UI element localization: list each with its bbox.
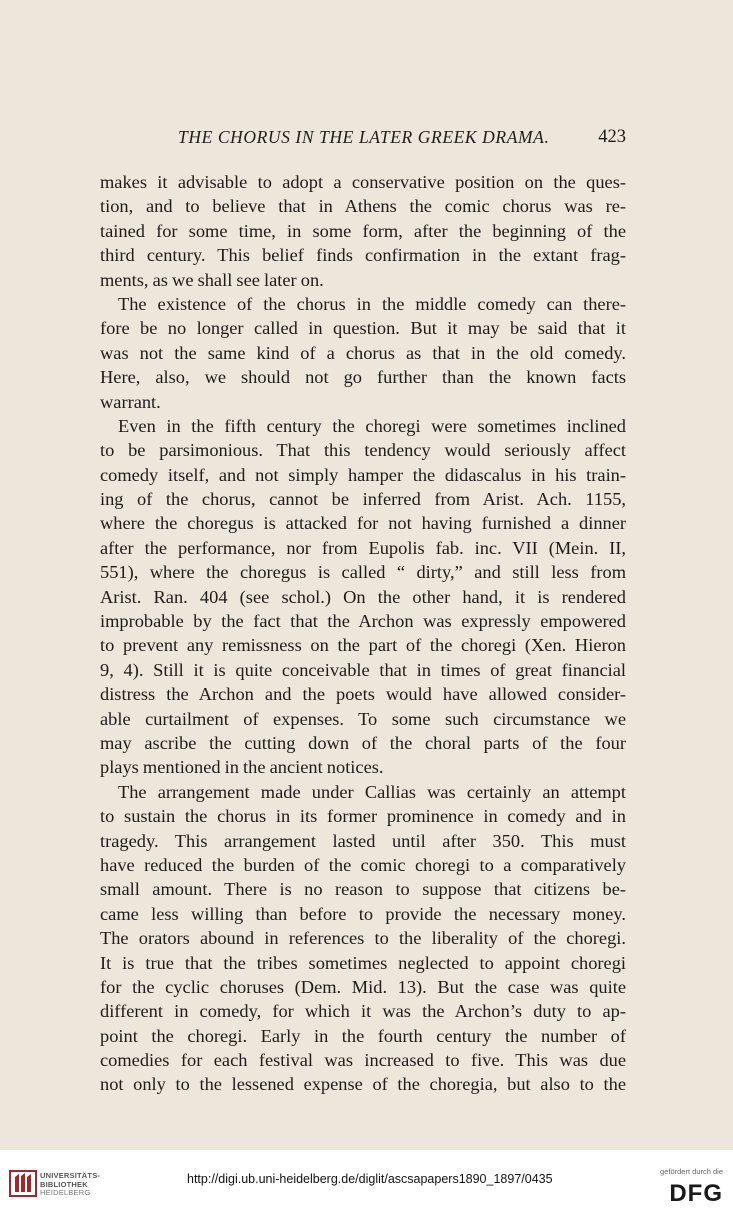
text-line: where the choregus is attacked for not having furnished a dinner [100, 513, 626, 534]
institution-line: UNIVERSITÄTS- [40, 1171, 101, 1180]
text-line: distress the Archon and the poets would have allowed consider- [100, 684, 626, 705]
text-line: third century. This belief finds confirmation in the extant frag- [100, 245, 626, 266]
text-line: to sustain the chorus in its former prominence in comedy and in [100, 806, 626, 827]
running-title: THE CHORUS IN THE LATER GREEK DRAMA. [178, 127, 550, 147]
text-line: tion, and to believe that in Athens the comic chorus was re- [100, 196, 626, 217]
text-line: 9, 4). Still it is quite conceivable that in times of great financial [100, 659, 626, 680]
text-line: The arrangement made under Callias was certainly an attempt [118, 781, 626, 802]
text-line: Arist. Ran. 404 (see schol.) On the other hand, it is rendered [100, 586, 626, 607]
text-line: The orators abound in references to the liberality of the choregi. [100, 928, 626, 949]
text-line: warrant. [100, 391, 161, 412]
dfg-logo: DFG [669, 1180, 723, 1207]
funding-label: gefördert durch die [660, 1167, 723, 1176]
institution-name [40, 1172, 100, 1198]
text-line: after the performance, nor from Eupolis fab. inc. VII (Mein. II, [100, 537, 626, 558]
footer-bar [0, 1150, 733, 1214]
text-line: ing of the chorus, cannot be inferred from Arist. Ach. 1155, [100, 489, 626, 510]
running-head [100, 127, 626, 151]
institution-line: HEIDELBERG [40, 1188, 91, 1197]
text-line: Here, also, we should not go further than the known facts [100, 367, 626, 388]
text-line: It is true that the tribes sometimes neglected to appoint choregi [100, 952, 626, 973]
text-line: have reduced the burden of the comic choregi to a comparatively [100, 854, 626, 875]
text-line: tained for some time, in some form, after the beginning of the [100, 220, 626, 241]
text-line: may ascribe the cutting down of the choral parts of the four [100, 732, 626, 753]
text-line: comedies for each festival was increased to five. This was due [100, 1050, 626, 1071]
text-line: was not the same kind of a chorus as that in the old comedy. [100, 342, 626, 363]
text-line: comedy itself, and not simply hamper the didascalus in his train- [100, 464, 626, 485]
text-line: Even in the fifth century the choregi were sometimes inclined [118, 415, 626, 436]
text-line: to prevent any remissness on the part of the choregi (Xen. Hieron [100, 635, 626, 656]
text-line: small amount. There is no reason to suppose that citizens be- [100, 879, 626, 900]
text-line: plays mentioned in the ancient notices. [100, 757, 384, 778]
page-number: 423 [598, 127, 626, 147]
text-line: ments, as we shall see later on. [100, 269, 324, 290]
text-line: for the cyclic choruses (Dem. Mid. 13). But the case was quite [100, 976, 626, 997]
text-line: not only to the lessened expense of the choregia, but also to the [100, 1074, 626, 1095]
text-line: The existence of the chorus in the middle comedy can there- [118, 293, 626, 314]
text-line: point the choregi. Early in the fourth century the number of [100, 1025, 626, 1046]
text-line: able curtailment of expenses. To some such circumstance we [100, 708, 626, 729]
text-line: different in comedy, for which it was the Archon’s duty to ap- [100, 1001, 626, 1022]
text-line: came less willing than before to provide the necessary money. [100, 903, 626, 924]
university-logo-icon [8, 1168, 38, 1198]
text-line: fore be no longer called in question. But it may be said that it [100, 318, 626, 339]
source-url-link[interactable]: http://digi.ub.uni-heidelberg.de/diglit/ascsapapers1890_1897/0435 [187, 1172, 553, 1186]
institution-line: BIBLIOTHEK [40, 1179, 88, 1189]
text-line: to be parsimonious. That this tendency would seriously affect [100, 440, 626, 461]
text-line: tragedy. This arrangement lasted until after 350. This must [100, 830, 626, 851]
body-text [100, 170, 626, 1097]
text-line: makes it advisable to adopt a conservative position on the ques- [100, 172, 626, 192]
text-line: 551), where the choregus is called “ dirty,” and still less from [100, 562, 626, 583]
text-line: improbable by the fact that the Archon was expressly empowered [100, 611, 626, 632]
